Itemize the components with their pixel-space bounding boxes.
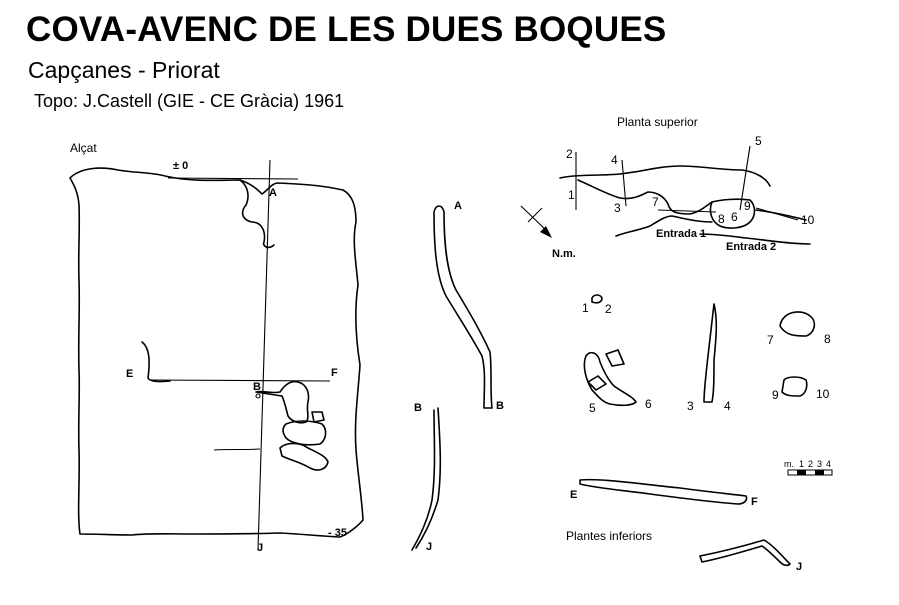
upper-plan-cross-10 bbox=[756, 208, 798, 220]
lower-station-f: F bbox=[751, 496, 758, 508]
point-j-label: J bbox=[257, 542, 264, 554]
scale-tick-2: 2 bbox=[808, 459, 814, 469]
point-b-label: B bbox=[253, 381, 261, 393]
section-line-ef bbox=[150, 380, 330, 381]
point-f-label: F bbox=[331, 367, 338, 379]
lower-section-5-6-upper bbox=[606, 350, 624, 366]
elevation-ledge bbox=[214, 449, 260, 450]
lower-section-e-f bbox=[580, 480, 747, 504]
page-title: COVA-AVENC DE LES DUES BOQUES bbox=[26, 10, 667, 49]
upper-plan-label: Planta superior bbox=[617, 115, 698, 129]
lower-station-3: 3 bbox=[687, 399, 694, 413]
upper-station-3: 3 bbox=[614, 201, 621, 215]
elevation-outline bbox=[70, 168, 363, 537]
lower-station-1: 1 bbox=[582, 301, 589, 315]
upper-station-2: 2 bbox=[566, 147, 573, 161]
section-ab-end-label: B bbox=[496, 400, 504, 412]
lower-station-9: 9 bbox=[772, 388, 779, 402]
upper-station-5: 5 bbox=[755, 134, 762, 148]
datum-bottom-label: - 35 bbox=[328, 527, 347, 539]
lower-station-4: 4 bbox=[724, 399, 731, 413]
section-ab bbox=[434, 200, 504, 412]
scale-unit: m. bbox=[784, 459, 794, 469]
lower-station-e: E bbox=[570, 489, 578, 501]
upper-station-10: 10 bbox=[801, 213, 815, 227]
location-subtitle: Capçanes - Priorat bbox=[28, 57, 220, 83]
section-bj-start-label: B bbox=[414, 402, 422, 414]
lower-station-5: 5 bbox=[589, 401, 596, 415]
upper-station-1: 1 bbox=[568, 188, 575, 202]
elevation-passage-e bbox=[142, 342, 170, 382]
upper-station-6: 6 bbox=[731, 210, 738, 224]
section-bj-end-label: J bbox=[426, 541, 433, 553]
lower-plans bbox=[566, 295, 831, 573]
upper-plan-cross-7-8 bbox=[658, 210, 716, 212]
north-label: N.m. bbox=[552, 248, 576, 260]
lower-plans-label: Plantes inferiors bbox=[566, 529, 653, 543]
lower-section-1-2 bbox=[592, 295, 602, 303]
upper-station-9: 9 bbox=[744, 199, 751, 213]
elevation-chamber-lower bbox=[280, 444, 328, 471]
lower-section-3-4 bbox=[704, 304, 716, 402]
entrance-1-label: Entrada 1 bbox=[656, 228, 707, 240]
lower-station-7: 7 bbox=[767, 333, 774, 347]
upper-station-7: 7 bbox=[652, 195, 659, 209]
upper-station-8: 8 bbox=[718, 212, 725, 226]
section-bj bbox=[412, 402, 440, 553]
scale-tick-4: 4 bbox=[826, 459, 832, 469]
point-a-label: A bbox=[269, 187, 277, 199]
lower-section-7-8 bbox=[780, 312, 814, 336]
scale-bar bbox=[784, 459, 832, 475]
upper-station-4: 4 bbox=[611, 153, 618, 167]
elevation-chamber-upper bbox=[256, 382, 309, 423]
entrance-2-label: Entrada 2 bbox=[726, 241, 777, 253]
section-line-aj bbox=[258, 160, 270, 550]
survey-credit: Topo: J.Castell (GIE - CE Gràcia) 1961 bbox=[34, 91, 345, 111]
datum-top-label: ± 0 bbox=[173, 160, 189, 172]
section-ab-outline bbox=[434, 206, 492, 408]
lower-section-9-10 bbox=[782, 377, 807, 396]
section-ab-start-label: A bbox=[454, 200, 462, 212]
lower-station-6: 6 bbox=[645, 397, 652, 411]
lower-station-j: J bbox=[796, 561, 803, 573]
section-bj-outline bbox=[412, 408, 440, 550]
upper-plan-wall-bottom bbox=[578, 180, 712, 214]
upper-plan-wall-top bbox=[560, 166, 770, 186]
elevation-chamber-middle bbox=[283, 421, 326, 445]
elevation-view bbox=[70, 141, 363, 554]
elevation-label: Alçat bbox=[70, 141, 97, 155]
lower-station-8: 8 bbox=[824, 332, 831, 346]
upper-plan bbox=[521, 115, 815, 260]
north-arrow bbox=[521, 206, 552, 238]
lower-section-j bbox=[700, 540, 790, 565]
elevation-marker bbox=[256, 394, 260, 398]
lower-station-2: 2 bbox=[605, 302, 612, 316]
elevation-chamber-small bbox=[312, 412, 324, 422]
scale-tick-1: 1 bbox=[799, 459, 805, 469]
lower-station-10: 10 bbox=[816, 387, 830, 401]
point-e-label: E bbox=[126, 368, 134, 380]
scale-tick-3: 3 bbox=[817, 459, 823, 469]
